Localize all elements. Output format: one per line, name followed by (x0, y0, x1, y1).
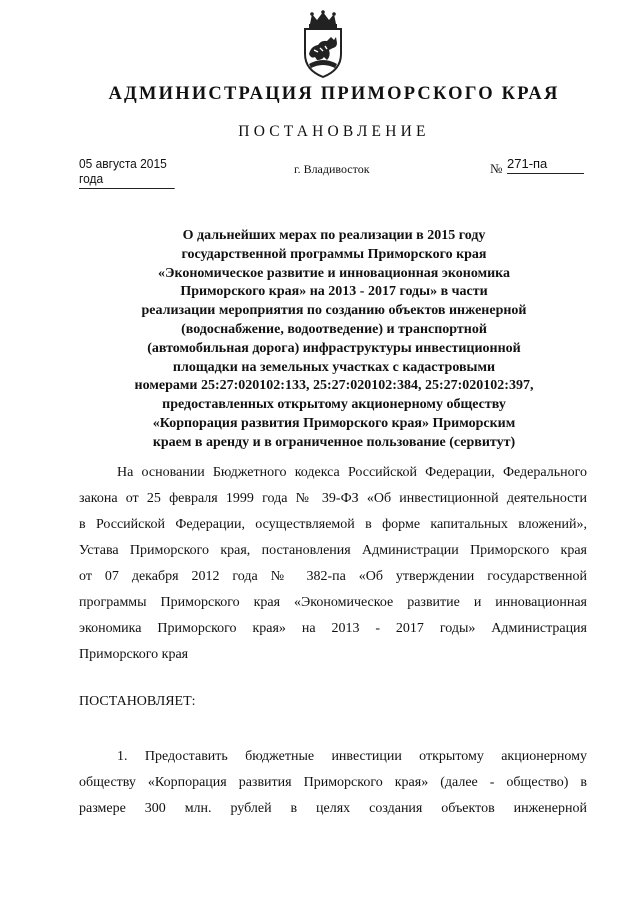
subject-line: «Корпорация развития Приморского края» Приморским (152, 415, 516, 431)
document-number: 271-па (507, 156, 584, 174)
subject-line: (водоснабжение, водоотведение) и транспортной (181, 321, 487, 337)
subject-line: площадки на земельных участках с кадастровыми (172, 359, 496, 375)
preamble-line: экономика Приморского края» на 2013 - 2017 годы» Администрация (79, 621, 587, 636)
decree-word: ПОСТАНОВЛЯЕТ: (79, 694, 196, 709)
subject-line: реализации мероприятия по созданию объектов инженерной (141, 303, 527, 319)
subject-line: Приморского края» на 2013 - 2017 годы» в части (180, 284, 488, 300)
preamble-line: программы Приморского края «Экономическое развитие и инновационная (79, 595, 587, 610)
document-city: г. Владивосток (294, 162, 370, 176)
preamble-line: Устава Приморского края, постановления Администрации Приморского края (79, 543, 587, 558)
subject-line: (автомобильная дорога) инфраструктуры инвестиционной (147, 340, 521, 356)
preamble-paragraph (79, 460, 587, 668)
preamble-line: в Российской Федерации, осуществляемой в форме капитальных вложений», (79, 517, 587, 532)
item-line: размере 300 млн. рублей в целях создания объектов инженерной (79, 801, 587, 816)
document-date: 05 августа 2015 года (79, 156, 175, 189)
document-number-label: № (490, 161, 503, 176)
preamble-line: На основании Бюджетного кодекса Российской Федерации, Федерального (117, 465, 587, 480)
subject-line: предоставленных открытому акционерному обществу (162, 397, 506, 413)
organization-title: АДМИНИСТРАЦИЯ ПРИМОРСКОГО КРАЯ (108, 84, 560, 104)
subject-line: «Экономическое развитие и инновационная экономика (157, 265, 511, 281)
document-subject (120, 227, 548, 453)
preamble-line: от 07 декабря 2012 года № 382-па «Об утверждении государственной (79, 569, 587, 584)
subject-line: номерами 25:27:020102:133, 25:27:020102:384, 25:27:020102:397, (134, 378, 534, 394)
coat-of-arms-emblem (296, 10, 350, 80)
subject-line: краем в аренду и в ограниченное пользование (сервитут) (152, 434, 516, 450)
document-type: ПОСТАНОВЛЕНИЕ (238, 123, 430, 140)
item-line: 1. Предоставить бюджетные инвестиции открытому акционерному (117, 749, 587, 764)
preamble-line: закона от 25 февраля 1999 года № 39-ФЗ «Об инвестиционной деятельности (79, 491, 587, 506)
preamble-line: Приморского края (79, 647, 189, 662)
item-line: обществу «Корпорация развития Приморского края» (далее - общество) в (79, 775, 587, 790)
decree-item-1 (79, 744, 587, 822)
subject-line: государственной программы Приморского края (181, 246, 487, 262)
subject-line: О дальнейших мерах по реализации в 2015 году (182, 228, 486, 243)
